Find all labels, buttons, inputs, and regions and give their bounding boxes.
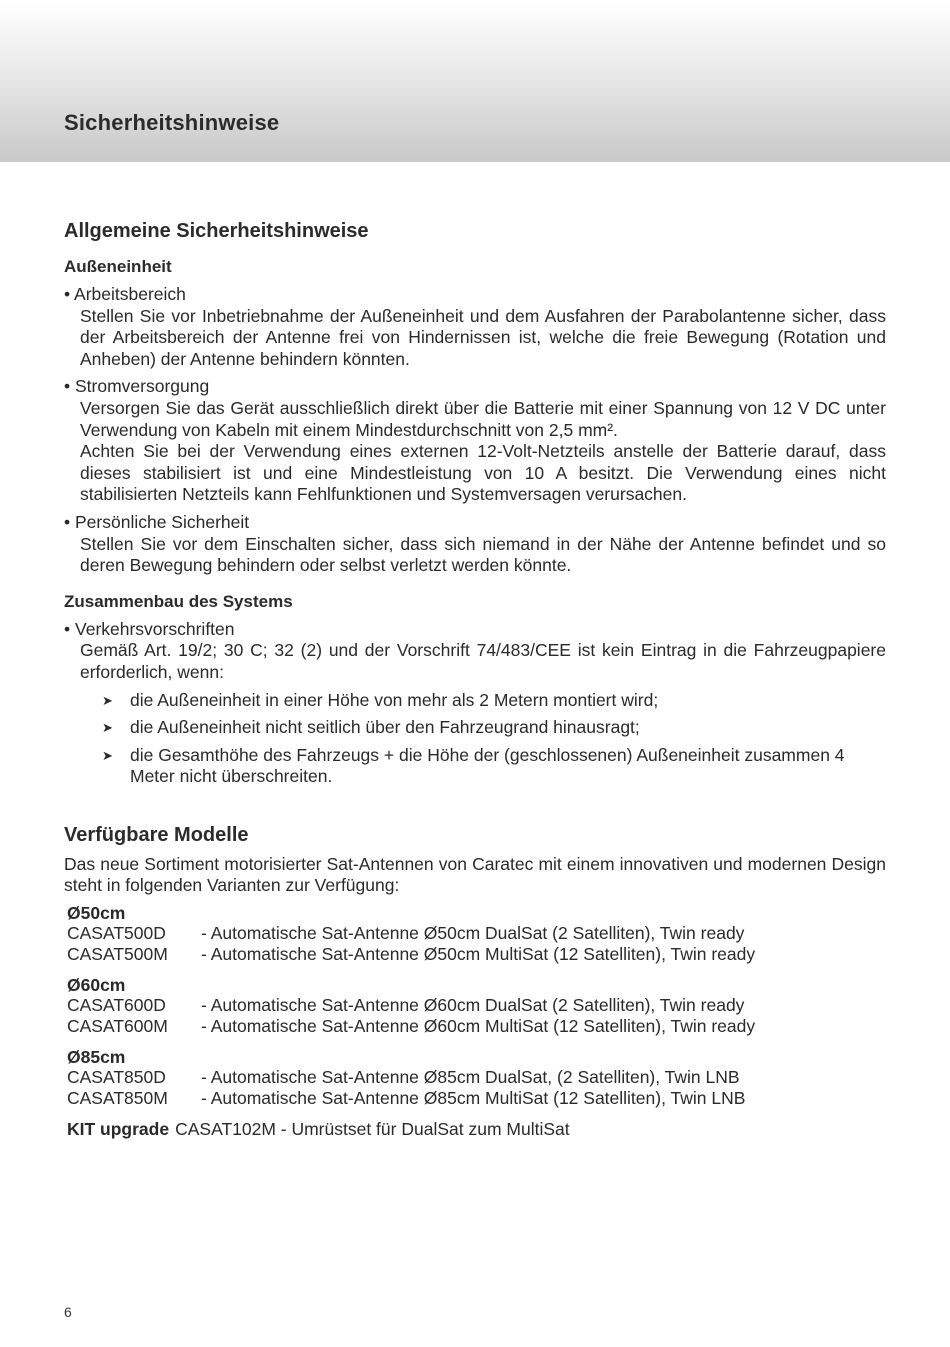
condition-item: ➤ die Außeneinheit in einer Höhe von mehr als 2 Metern montiert wird; <box>80 690 886 712</box>
safety-item-title: Arbeitsbereich <box>74 284 186 304</box>
assembly-heading: Zusammenbau des Systems <box>64 591 293 611</box>
model-description: - Automatische Sat-Antenne Ø85cm DualSat, (2 Satelliten), Twin LNB <box>201 1067 740 1088</box>
model-description: - Automatische Sat-Antenne Ø60cm MultiSat (12 Satelliten), Twin ready <box>201 1016 756 1037</box>
model-code: CASAT600D <box>67 995 166 1016</box>
model-code: CASAT850D <box>67 1067 166 1088</box>
model-row <box>64 944 886 965</box>
condition-item: ➤ die Außeneinheit nicht seitlich über den Fahrzeugrand hinausragt; <box>80 717 886 739</box>
model-description: - Automatische Sat-Antenne Ø85cm MultiSat (12 Satelliten), Twin LNB <box>201 1088 746 1109</box>
kit-upgrade-text: CASAT102M - Umrüstset für DualSat zum MultiSat <box>175 1119 570 1140</box>
bullet-dot-icon: • <box>64 284 75 304</box>
model-description: - Automatische Sat-Antenne Ø50cm MultiSat (12 Satelliten), Twin ready <box>201 944 756 965</box>
bullet-dot-icon: • <box>64 618 75 639</box>
model-code: CASAT500D <box>67 923 166 944</box>
model-size-label: Ø50cm <box>67 903 126 924</box>
conditions-list <box>80 690 886 788</box>
outdoor-unit-heading: Außeneinheit <box>64 257 172 276</box>
model-description: - Automatische Sat-Antenne Ø60cm DualSat (2 Satelliten), Twin ready <box>201 995 745 1016</box>
model-size-label: Ø60cm <box>67 975 126 996</box>
safety-item-text: Stellen Sie vor Inbetriebnahme der Außeneinheit und dem Ausfahren der Parabolantenne sicher, dass der Arbeitsbereich der Antenne frei von Hindernissen ist, welche die freie Bewegung (Rotation und Anheben) der Antenne behindern könnten. <box>80 305 886 369</box>
chevron-right-icon: ➤ <box>102 747 113 763</box>
models-heading: Verfügbare Modelle <box>64 823 249 846</box>
safety-item-title: Persönliche Sicherheit <box>75 511 250 532</box>
model-group-60 <box>64 975 886 1037</box>
safety-item-text: Stellen Sie vor dem Einschalten sicher, dass sich niemand in der Nähe der Antenne befindet und so deren Bewegung behindern oder selbst verletzt werden könnte. <box>80 533 886 576</box>
chevron-right-icon: ➤ <box>102 692 113 708</box>
safety-item-text: Versorgen Sie das Gerät ausschließlich direkt über die Batterie mit einer Spannung von 12 V DC unter Verwendung von Kabeln mit einem Mindestdurchschnitt von 2,5 mm². <box>80 397 886 440</box>
model-group-50 <box>64 903 886 965</box>
model-row <box>64 923 886 944</box>
safety-item-text: Achten Sie bei der Verwendung eines externen 12-Volt-Netzteils anstelle der Batterie darauf, dass dieses stabilisiert ist und eine Mindestleistung von 10 A besitzt. Die Verwendung eines nicht stabilisierten Netzteils kann Fehlfunktionen und Systemversagen verursachen. <box>80 441 886 505</box>
model-size-label: Ø85cm <box>67 1047 126 1068</box>
page-number: 6 <box>64 1304 72 1320</box>
model-group-85 <box>64 1047 886 1109</box>
bullet-dot-icon: • <box>64 376 75 397</box>
bullet-dot-icon: • <box>64 511 75 532</box>
kit-upgrade-label: KIT upgrade <box>67 1119 170 1140</box>
kit-upgrade-line <box>64 1119 886 1140</box>
chevron-right-icon: ➤ <box>102 720 113 736</box>
model-code: CASAT600M <box>67 1016 168 1037</box>
model-row <box>64 1016 886 1037</box>
safety-item-text: Gemäß Art. 19/2; 30 C; 32 (2) und der Vorschrift 74/483/CEE ist kein Eintrag in die Fahrzeugpapiere erforderlich, wenn: <box>80 640 886 682</box>
safety-item-title: Stromversorgung <box>75 376 210 397</box>
model-code: CASAT850M <box>67 1088 168 1109</box>
model-row <box>64 1067 886 1088</box>
condition-item: ➤ die Gesamthöhe des Fahrzeugs + die Höhe der (geschlossenen) Außeneinheit zusammen 4 Meter nicht überschreiten. <box>80 745 886 788</box>
page-header-title: Sicherheitshinweise <box>64 110 280 135</box>
model-description: - Automatische Sat-Antenne Ø50cm DualSat (2 Satelliten), Twin ready <box>201 923 745 944</box>
safety-item-title: Verkehrsvorschriften <box>75 618 235 639</box>
safety-item-traffic-regulations <box>64 619 886 788</box>
safety-item-power-supply <box>64 376 886 506</box>
model-code: CASAT500M <box>67 944 168 965</box>
general-safety-heading: Allgemeine Sicherheitshinweise <box>64 220 369 242</box>
page-content <box>64 218 886 1140</box>
safety-item-personal-safety <box>64 512 886 577</box>
page-header-band <box>0 0 950 162</box>
safety-item-work-area <box>64 284 886 370</box>
models-intro: Das neue Sortiment motorisierter Sat-Antennen von Caratec mit einem innovativen und modernen Design steht in folgenden Varianten zur Verfügung: <box>64 853 886 896</box>
model-row <box>64 1088 886 1109</box>
model-row <box>64 995 886 1016</box>
